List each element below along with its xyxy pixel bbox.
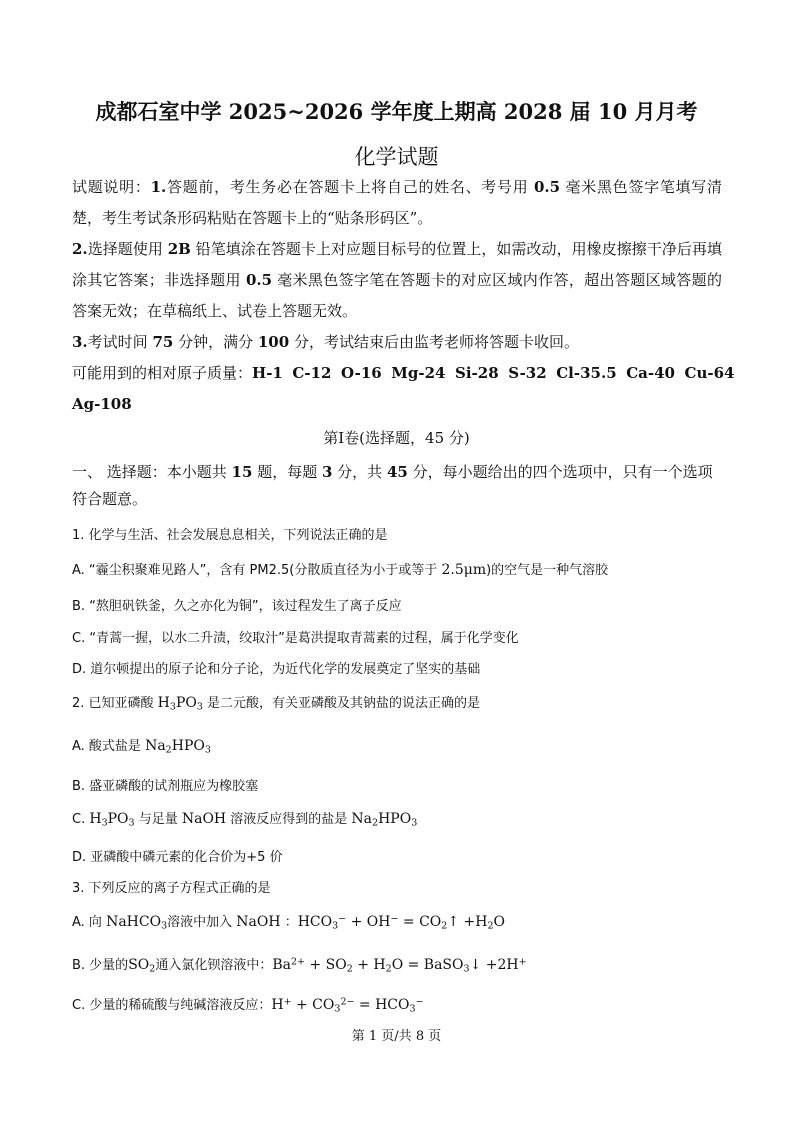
formula-h3po3: $H_3PO_3$ bbox=[89, 811, 135, 829]
q3-option-b: B. 少量的$SO_2$通入氯化钡溶液中：$Ba^{2+} + SO_2 + H_2O$ = BaSO$_3$↓ +2H+ bbox=[72, 956, 527, 975]
page-footer: 第 1 页/共 8 页 bbox=[351, 1029, 442, 1044]
q2-option-c: C. $H_3PO_3$ 与足量 NaOH 溶液反应得到的盐是 $Na_2HPO_3$ bbox=[72, 811, 418, 829]
atomic-masses-cont: Ag-108 bbox=[72, 395, 132, 413]
q2-option-d: D. 亚磷酸中磷元素的化合价为+5 价 bbox=[72, 850, 283, 865]
q3-stem: 3. 下列反应的离子方程式正确的是 bbox=[72, 881, 271, 896]
instruction-1: 试题说明：1.答题前，考生务必在答题卡上将自己的姓名、考号用 0.5 毫米黑色签字笔填写清楚，考生考试条形码粘贴在答题卡上的“贴条形码区”。 bbox=[72, 178, 722, 227]
equation-c: $H^+ + CO_3^{2-} = HCO_3^-$ bbox=[271, 996, 424, 1015]
q1-option-c: C. “青蒿一握，以水二升渍，绞取汁”是葛洪提取青蒿素的过程，属于化学变化 bbox=[72, 631, 519, 646]
q1-option-a: A. “霾尘积聚难见路人”，含有 PM2.5(分散质直径为小于或等于 2.5μm)的空气是一种气溶胶 bbox=[72, 562, 609, 578]
exam-title: 成都石室中学 2025~2026 学年度上期高 2028 届 10 月月考 bbox=[95, 99, 698, 124]
q3-option-a: A. 向 NaHCO$_3$溶液中加入 NaOH ：$HCO_3^- + OH^-$ = $CO_2↑ +H_2O$ bbox=[72, 913, 506, 932]
instructions bbox=[72, 172, 735, 420]
equation-b: $Ba^{2+} + SO_2 + H_2O$ = BaSO$_3$↓ +2H+ bbox=[272, 956, 527, 975]
q1-option-d: D. 道尔顿提出的原子论和分子论，为近代化学的发展奠定了坚实的基础 bbox=[72, 662, 481, 677]
q2-stem: 2. 已知亚磷酸 $H_3PO_3$ 是二元酸，有关亚磷酸及其钠盐的说法正确的是 bbox=[72, 695, 481, 713]
formula-h3po3: $H_3PO_3$ bbox=[157, 695, 203, 713]
part-instructions: 一、 选择题：本小题共 15 题，每题 3 分，共 45 分，每小题给出的四个选项中，只有一个选项符合题意。 bbox=[72, 463, 713, 508]
formula-na2hpo3: $Na_2HPO_3$ bbox=[145, 738, 211, 756]
instruction-2: 2.选择题使用 2B 铅笔填涂在答题卡上对应题目标号的位置上，如需改动，用橡皮擦擦干净后再填涂其它答案；非选择题用 0.5 毫米黑色签字笔在答题卡的对应区域内作答，超出答题区域答题的答案无效；在草稿纸上、试卷上答题无效。 bbox=[72, 240, 722, 320]
equation-a: $HCO_3^- + OH^-$ = $CO_2↑ +H_2O$ bbox=[297, 913, 506, 932]
q1-stem: 1. 化学与生活、社会发展息息相关，下列说法正确的是 bbox=[72, 528, 388, 543]
formula-so2: $SO_2$ bbox=[128, 957, 156, 975]
exam-subtitle: 化学试题 bbox=[354, 145, 439, 169]
instruction-3: 3.考试时间 75 分钟，满分 100 分，考试结束后由监考老师将答题卡收回。 bbox=[72, 333, 579, 351]
formula-nahco3: NaHCO$_3$ bbox=[106, 914, 168, 932]
atomic-masses: 可能用到的相对原子质量：H-1 C-12 O-16 Mg-24 Si-28 S-32 Cl-35.5 Ca-40 Cu-64 bbox=[72, 364, 735, 382]
q2-option-a: A. 酸式盐是 $Na_2HPO_3$ bbox=[72, 738, 211, 756]
q3-option-c: C. 少量的稀硫酸与纯碱溶液反应：$H^+ + CO_3^{2-} = HCO_3^-$ bbox=[72, 996, 424, 1015]
formula-na2hpo3: $Na_2HPO_3$ bbox=[351, 811, 418, 829]
q2-option-b: B. 盛亚磷酸的试剂瓶应为橡胶塞 bbox=[72, 779, 259, 794]
q1-option-b: B. “熬胆矾铁釜，久之亦化为铜”，该过程发生了离子反应 bbox=[72, 599, 402, 614]
section-title: 第Ⅰ卷(选择题，45 分) bbox=[323, 429, 470, 447]
